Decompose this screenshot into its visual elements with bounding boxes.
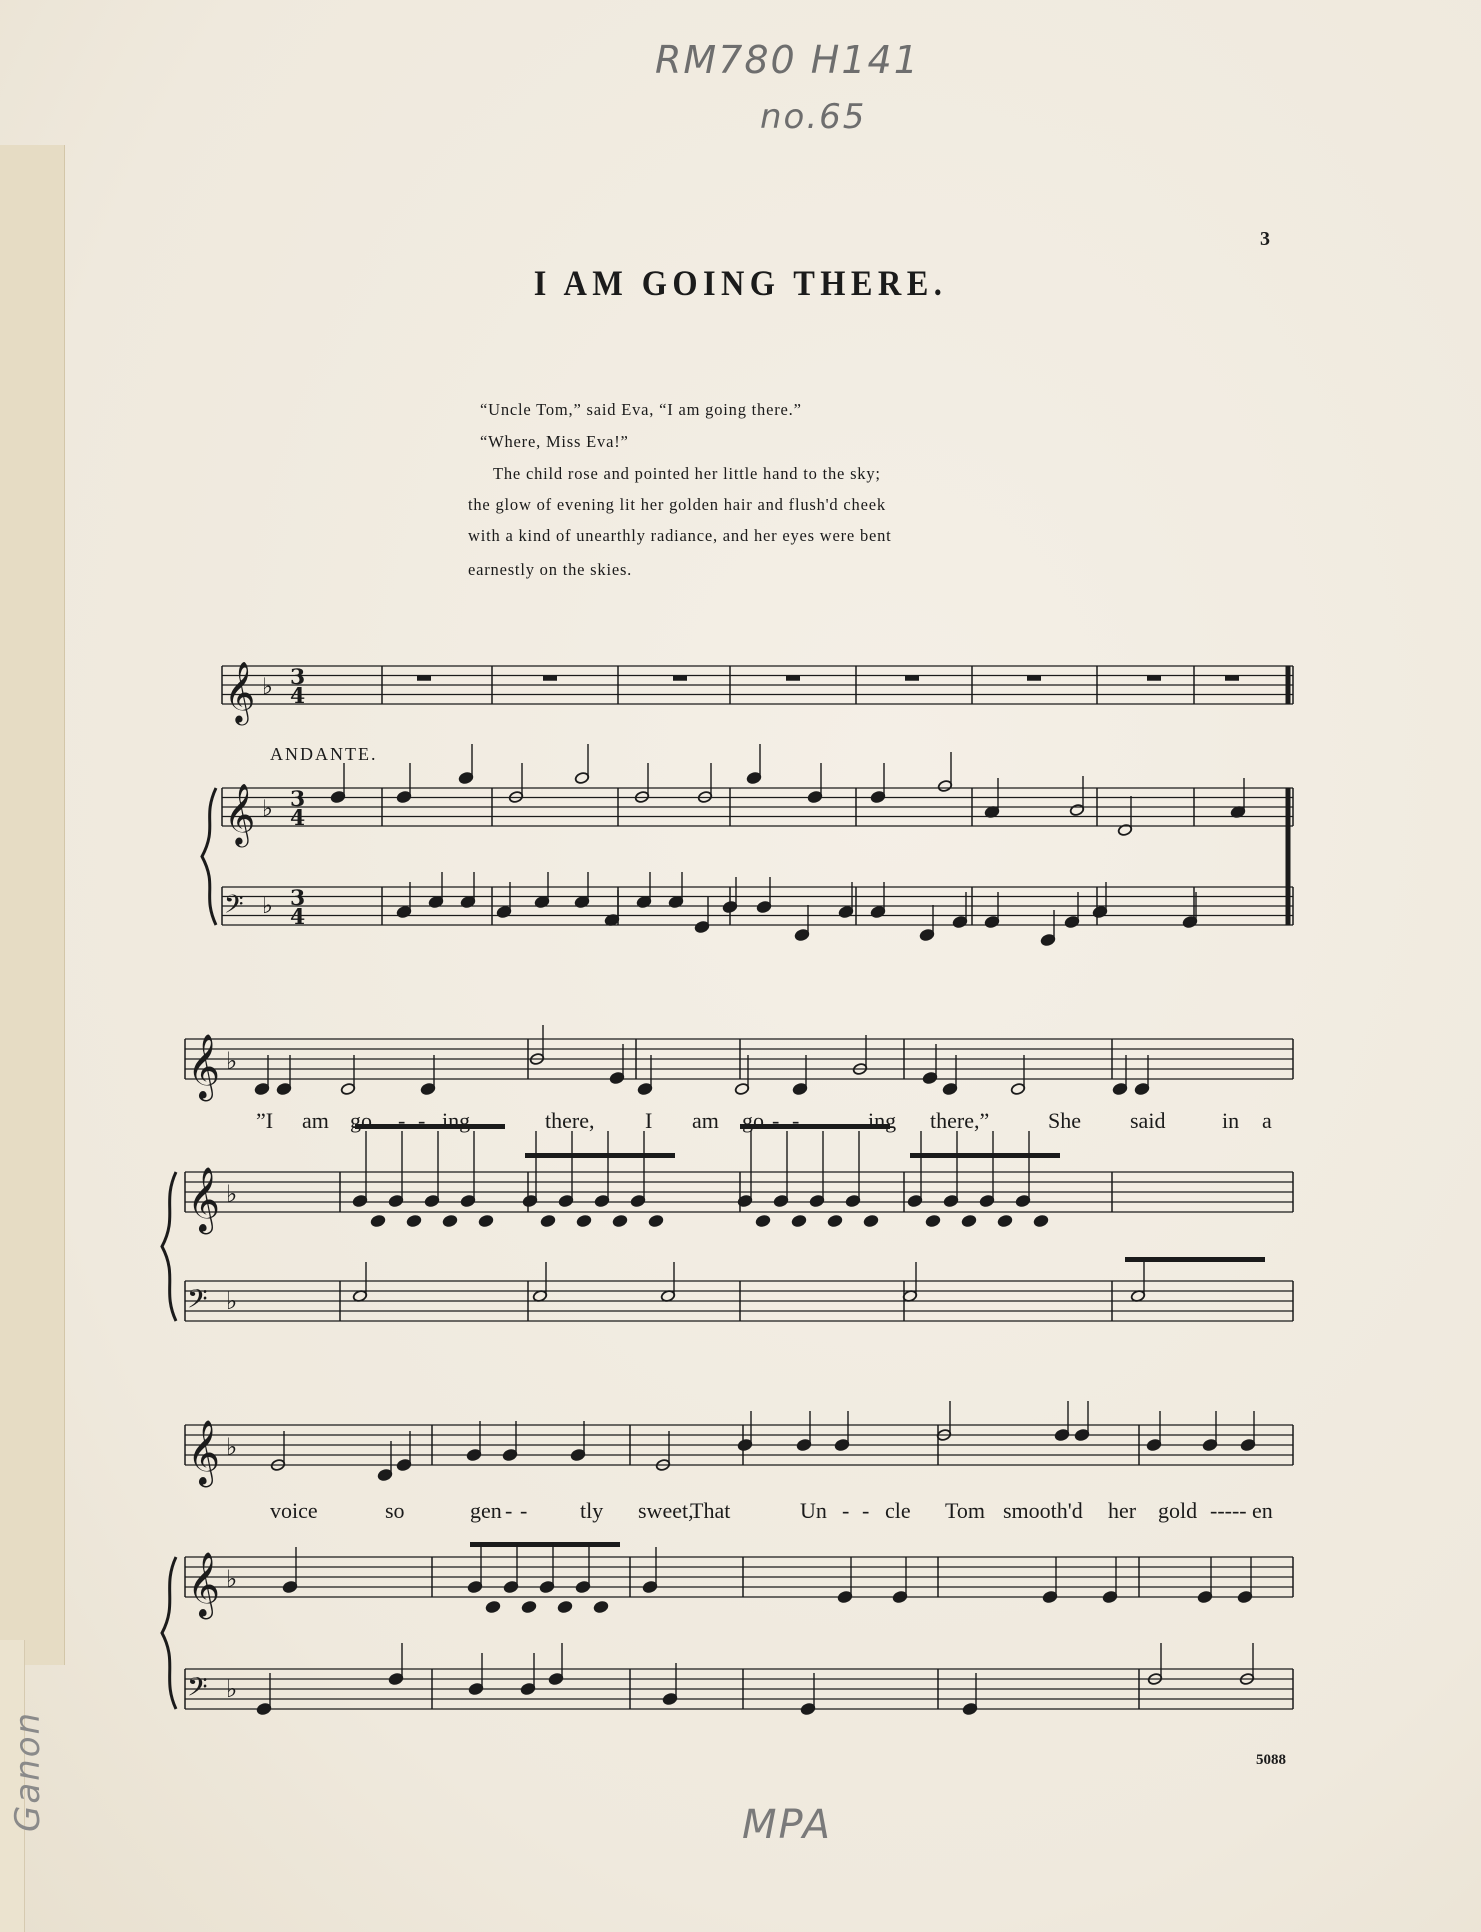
margin-signature: Ganon (8, 1710, 48, 1832)
note-head (863, 1214, 878, 1227)
issue-number: no.65 (760, 97, 867, 137)
lyric-syllable: ----- (1210, 1498, 1247, 1523)
time-signature: 4 (290, 805, 306, 831)
note-head (521, 1600, 536, 1613)
note-head (478, 1214, 493, 1227)
flat-icon: ♭ (226, 1675, 238, 1703)
lyric-syllable: I (645, 1108, 653, 1133)
plate-number: 5088 (1256, 1752, 1286, 1768)
bass-clef-icon: 𝄢 (224, 890, 244, 926)
note-head (755, 1214, 770, 1227)
rest (673, 676, 687, 681)
time-signature: 3 (290, 786, 306, 812)
lyric-syllable: Un (800, 1498, 827, 1523)
rest (786, 676, 800, 681)
note-head (576, 1214, 591, 1227)
bass-clef-icon: 𝄢 (187, 1671, 208, 1709)
brace-icon (202, 788, 216, 925)
staff-lines (162, 661, 1293, 1709)
note-head (827, 1214, 842, 1227)
lyric-syllable: so (385, 1498, 405, 1523)
lyric-syllable: gen (470, 1498, 502, 1523)
intro-line: The child rose and pointed her little hand to the sky; (493, 464, 881, 483)
flat-icon: ♭ (262, 796, 273, 822)
treble-clef-icon: 𝄞 (187, 1034, 221, 1099)
lyric-syllable: ”I (256, 1108, 274, 1133)
beam (355, 1124, 505, 1129)
lyric-syllable: Tom (945, 1498, 986, 1523)
rest (905, 676, 919, 681)
note-head (648, 1214, 663, 1227)
lyric-syllable: - (398, 1108, 406, 1133)
lyric-syllable: - (862, 1498, 870, 1523)
lyric-syllable: smooth'd (1003, 1498, 1083, 1523)
time-signature: 4 (290, 904, 306, 930)
tempo-marking: ANDANTE. (270, 744, 378, 764)
intro-line: earnestly on the skies. (468, 560, 633, 579)
intro-line: “Where, Miss Eva!” (480, 432, 629, 451)
flat-icon: ♭ (226, 1180, 238, 1208)
note-head (406, 1214, 421, 1227)
rest (1225, 676, 1239, 681)
flat-icon: ♭ (226, 1433, 238, 1461)
note-head (997, 1214, 1012, 1227)
flat-icon: ♭ (262, 674, 273, 700)
brace-icon (162, 1172, 176, 1321)
note-head (925, 1214, 940, 1227)
rest (417, 676, 431, 681)
time-signature: 3 (290, 885, 306, 911)
note-head (961, 1214, 976, 1227)
lyric-syllable: She (1048, 1108, 1081, 1133)
lyric-syllable: said (1130, 1108, 1166, 1133)
time-signature: 4 (290, 683, 306, 709)
intro-line: the glow of evening lit her golden hair and flush'd cheek (468, 495, 886, 514)
beam (1125, 1257, 1265, 1262)
beam (525, 1153, 675, 1158)
lyric-syllable: am (302, 1108, 329, 1133)
note-head (791, 1214, 806, 1227)
library-stamp: MPA (742, 1802, 833, 1848)
lyric-syllable: in (1222, 1108, 1240, 1133)
lyric-syllable: - (842, 1498, 850, 1523)
rest (543, 676, 557, 681)
brace-icon (162, 1557, 176, 1709)
lyric-syllable: voice (270, 1498, 318, 1523)
flat-icon: ♭ (262, 893, 273, 919)
note-head (557, 1600, 572, 1613)
page-number: 3 (1260, 228, 1270, 250)
note-head (593, 1600, 608, 1613)
lyric-syllable: tly (580, 1498, 604, 1523)
lyric-syllable: - (772, 1108, 780, 1133)
flat-icon: ♭ (226, 1047, 238, 1075)
lyric-syllable: sweet, (638, 1498, 694, 1523)
beam (910, 1153, 1060, 1158)
lyric-syllable: there, (545, 1108, 595, 1133)
flat-icon: ♭ (226, 1565, 238, 1593)
note-head (485, 1600, 500, 1613)
note-head (540, 1214, 555, 1227)
note-head (1033, 1214, 1048, 1227)
note-head (612, 1214, 627, 1227)
rest (1027, 676, 1041, 681)
lyric-syllable: That (690, 1498, 731, 1523)
note-head (370, 1214, 385, 1227)
intro-line: “Uncle Tom,” said Eva, “I am going there.” (480, 400, 802, 419)
treble-clef-icon: 𝄞 (224, 661, 256, 723)
lyric-syllable: - (505, 1498, 513, 1523)
lyric-syllable: ing (442, 1108, 471, 1133)
time-signature: 3 (290, 664, 306, 690)
treble-clef-icon: 𝄞 (187, 1552, 221, 1617)
lyric-syllable: gold (1158, 1498, 1198, 1523)
rest (1147, 676, 1161, 681)
lyric-syllable: - (520, 1498, 528, 1523)
lyric-syllable: her (1108, 1498, 1137, 1523)
lyric-syllable: there,” (930, 1108, 990, 1133)
lyric-syllable: a (1262, 1108, 1272, 1133)
intro-line: with a kind of unearthly radiance, and her eyes were bent (468, 526, 892, 545)
flat-icon: ♭ (226, 1287, 238, 1315)
treble-clef-icon: 𝄞 (224, 783, 256, 845)
lyric-syllable: go (742, 1108, 764, 1133)
call-number: RM780 H141 (655, 38, 920, 82)
lyric-syllable: en (1252, 1498, 1273, 1523)
lyric-syllable: am (692, 1108, 719, 1133)
treble-clef-icon: 𝄞 (187, 1420, 221, 1485)
song-title: I AM GOING THERE. (533, 263, 948, 303)
lyric-syllable: - (792, 1108, 800, 1133)
note-head (442, 1214, 457, 1227)
lyric-syllable: cle (885, 1498, 911, 1523)
beam (470, 1542, 620, 1547)
notes (254, 676, 1265, 1716)
treble-clef-icon: 𝄞 (187, 1167, 221, 1232)
lyric-syllable: go (350, 1108, 372, 1133)
lyric-syllable: ing (868, 1108, 897, 1133)
lyric-syllable: - (418, 1108, 426, 1133)
bass-clef-icon: 𝄢 (187, 1283, 208, 1321)
